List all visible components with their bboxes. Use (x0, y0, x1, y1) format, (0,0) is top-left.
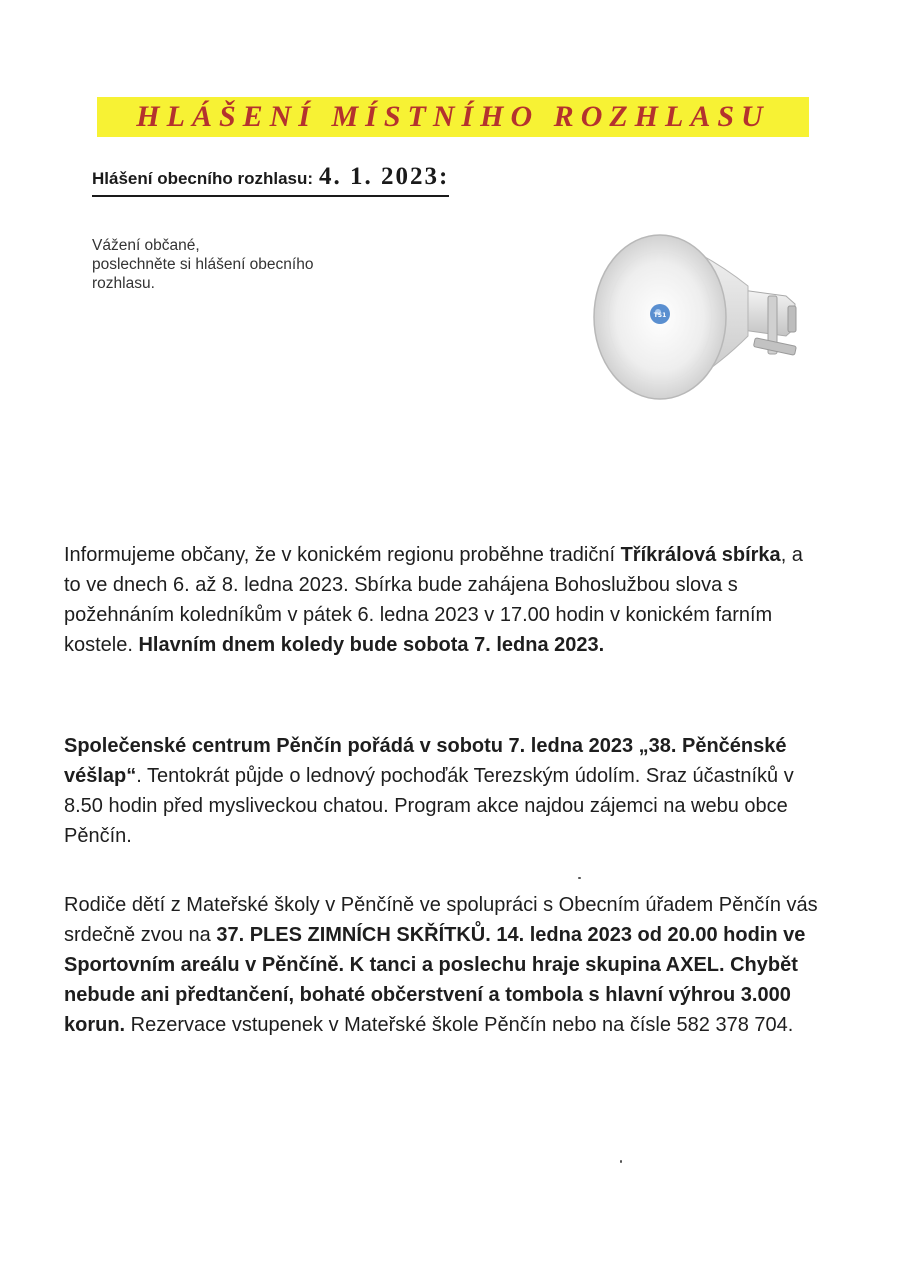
paragraph-bold: 37. PLES ZIMNÍCH SKŘÍTKŮ. 14. ledna 2023 od 20.00 hodin ve Sportovním areálu v Pěnčíně. K tanci a poslechu hraje skupina AXEL. Chybět nebude ani předtančení, bohaté občerstvení a tombola s hlavní výhrou 3.000 korun. (64, 924, 806, 1036)
announcement-heading (92, 163, 449, 197)
announcement-label: Hlášení obecního rozhlasu: (92, 169, 314, 188)
paragraph-text: Informujeme občany, že v konickém regionu proběhne tradiční (64, 544, 621, 566)
megaphone-icon (590, 226, 805, 416)
paragraph-bold: Tříkrálová sbírka (620, 544, 781, 566)
scan-speck (620, 1160, 622, 1163)
paragraph-text: , a to ve dnech 6. až 8. ledna 2023. Sbírka bude zahájena Bohoslužbou slova s požehnáním koledníkům v pátek 6. ledna 2023 v 17.00 hodin v konickém farním kostele. (64, 544, 803, 656)
greeting-line: rozhlasu. (92, 275, 155, 292)
paragraph-veslap (64, 731, 824, 851)
scan-speck (578, 877, 581, 879)
greeting-line: poslechněte si hlášení obecního (92, 256, 314, 273)
page-title: HLÁŠENÍ MÍSTNÍHO ROZHLASU (136, 100, 770, 133)
paragraph-ples (64, 890, 824, 1040)
speaker-badge: TS1 (653, 312, 667, 319)
announcement-date: 4. 1. 2023: (319, 163, 450, 190)
paragraph-bold: Společenské centrum Pěnčín pořádá v sobotu 7. ledna 2023 „38. Pěnčénské véšlap“ (64, 735, 787, 787)
paragraph-text: . Tentokrát půjde o lednový pochoďák Terezským údolím. Sraz účastníků v 8.50 hodin před mysliveckou chatou. Program akce najdou zájemci na webu obce Pěnčín. (64, 765, 794, 847)
paragraph-text: Rodiče dětí z Mateřské školy v Pěnčíně ve spolupráci s Obecním úřadem Pěnčín vás srdečně zvou na (64, 894, 818, 946)
paragraph-text: Rezervace vstupenek v Mateřské škole Pěnčín nebo na čísle 582 378 704. (125, 1014, 794, 1036)
paragraph-trikralova-sbirka (64, 540, 824, 660)
paragraph-bold: Hlavním dnem koledy bude sobota 7. ledna 2023. (138, 634, 605, 656)
greeting (92, 236, 422, 293)
greeting-line: Vážení občané, (92, 237, 200, 254)
